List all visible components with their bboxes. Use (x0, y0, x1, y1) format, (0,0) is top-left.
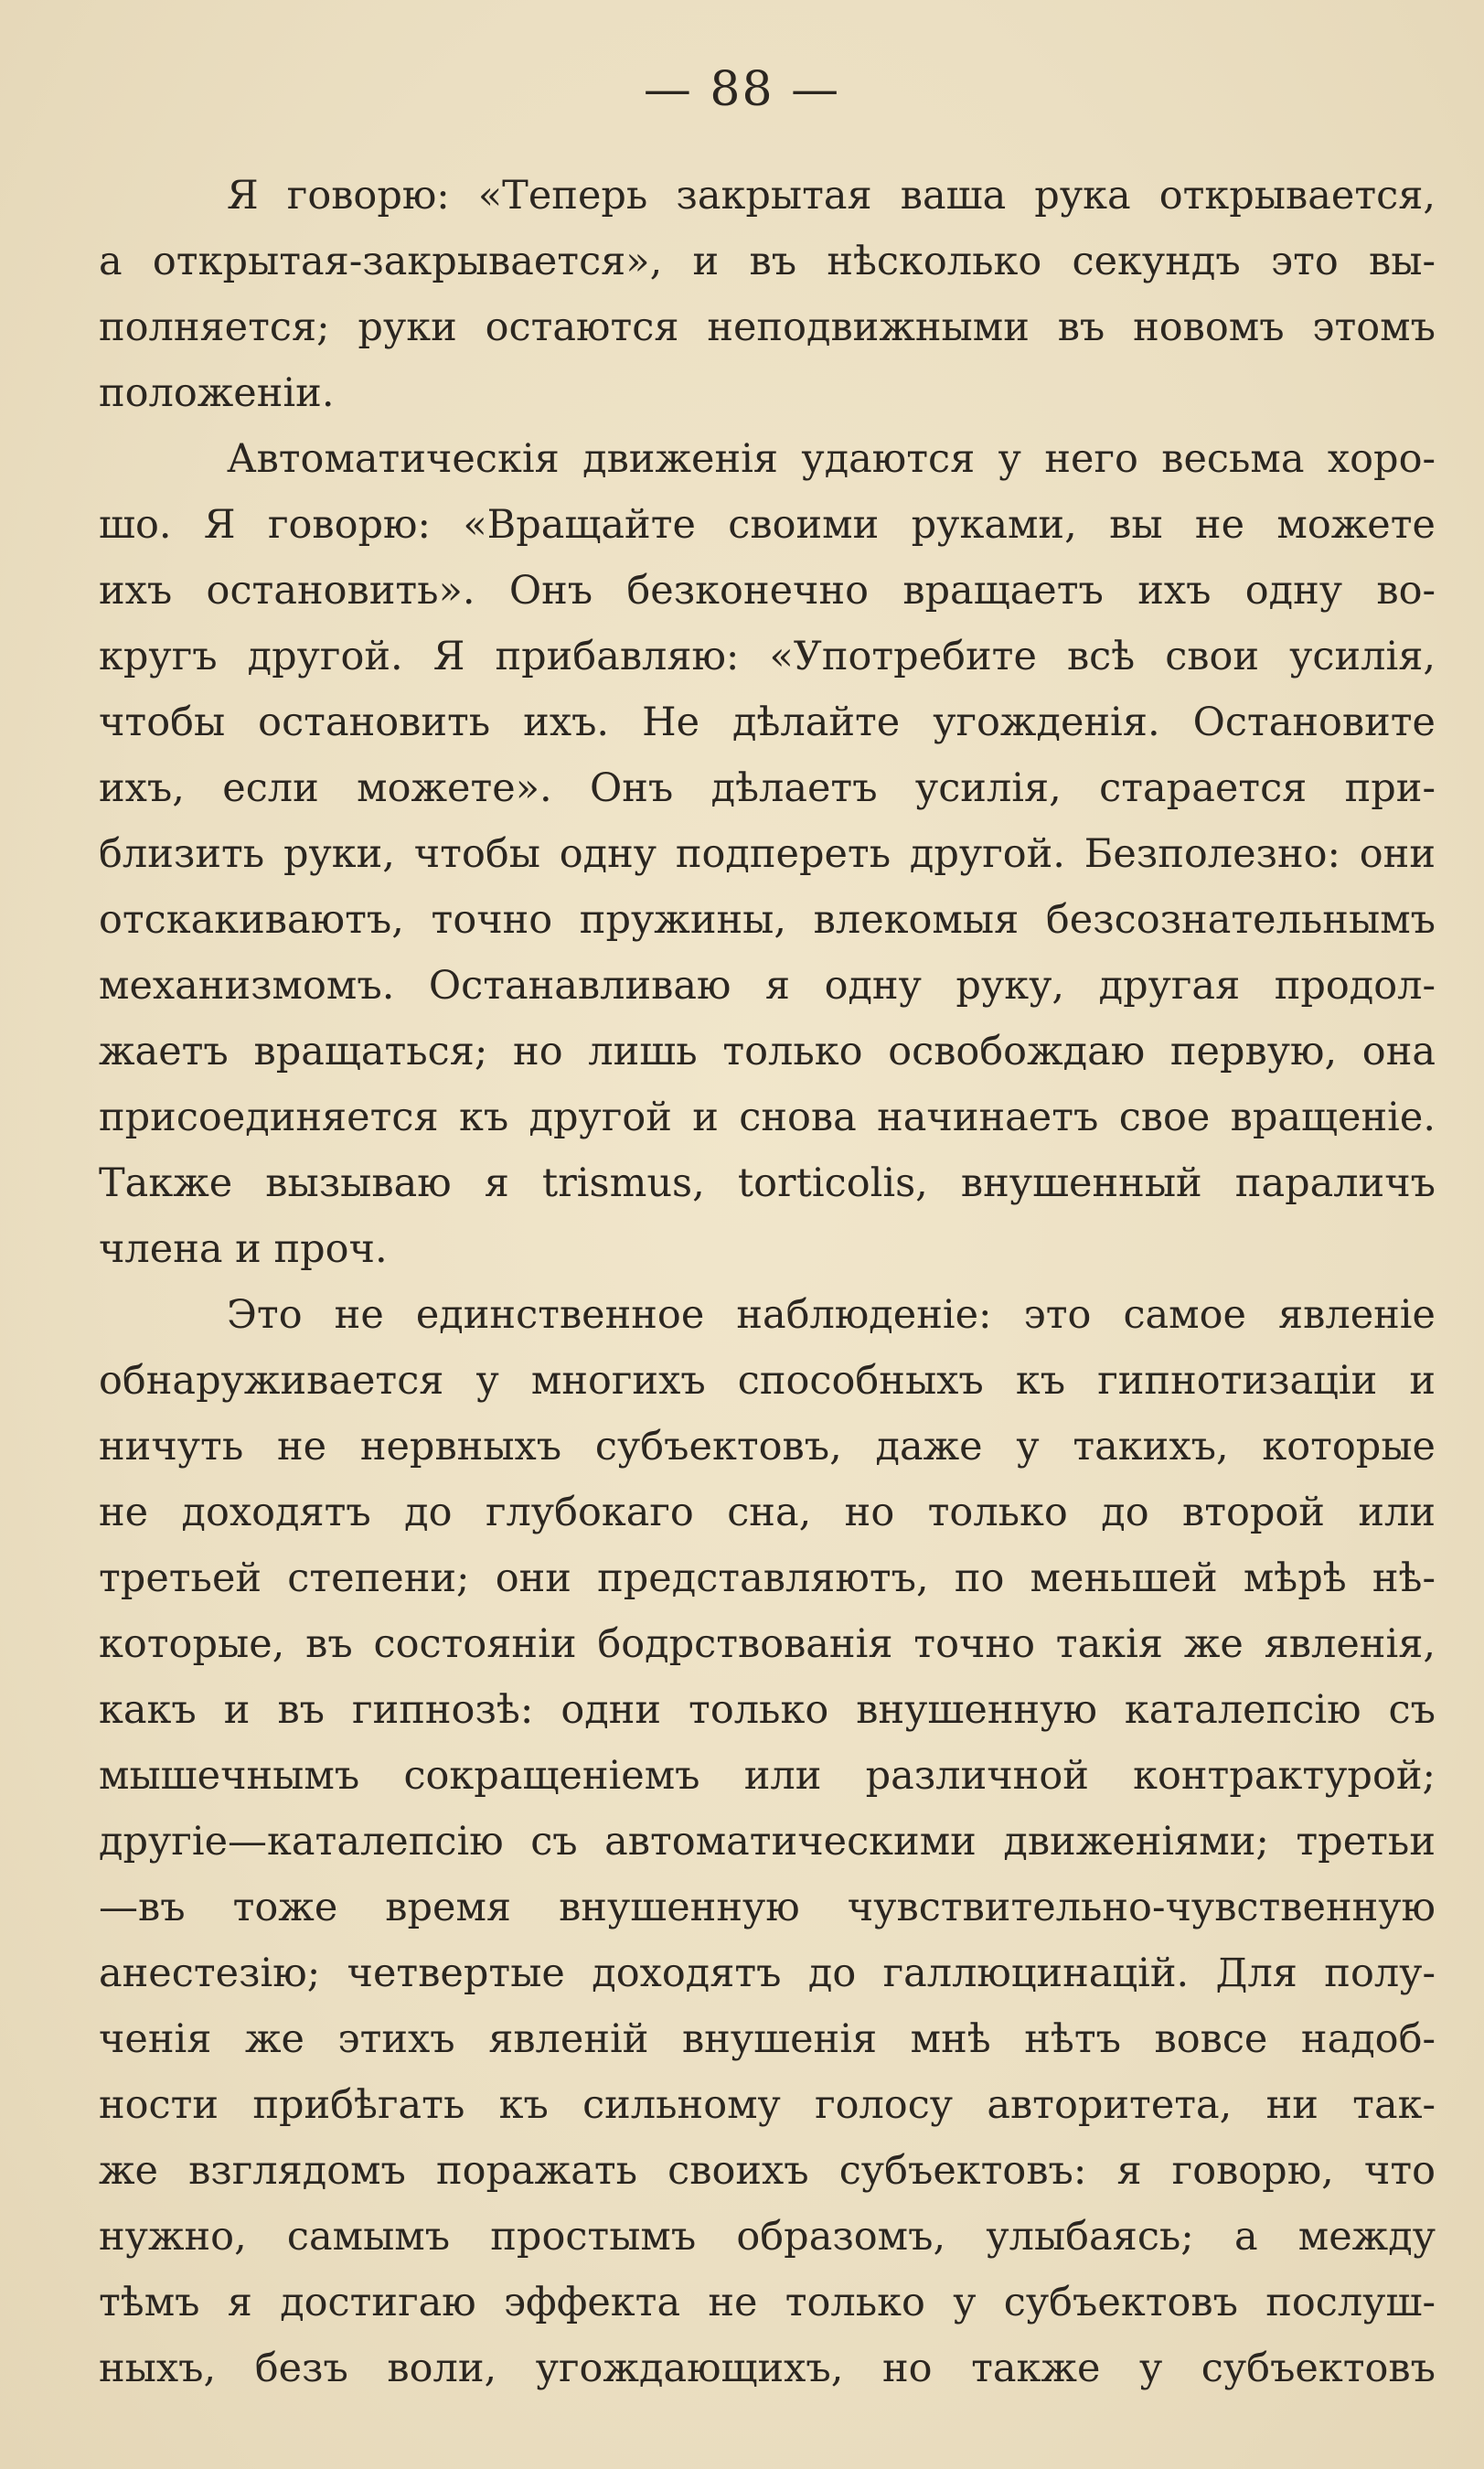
text-line: жаетъ вращаться; но лишь только освобождаю первую, она (99, 1029, 1436, 1074)
text-line: Я говорю: «Теперь закрытая ваша рука открывается, (227, 173, 1436, 219)
text-line: тѣмъ я достигаю эффекта не только у субъектовъ послуш- (99, 2280, 1436, 2325)
text-line: чтобы остановить ихъ. Не дѣлайте угожденія. Остановите (99, 700, 1436, 745)
text-line: ихъ остановить». Онъ безконечно вращаетъ ихъ одну во- (99, 568, 1436, 614)
body-text (99, 163, 1436, 2401)
text-line: полняется; руки остаются неподвижными въ новомъ этомъ (99, 305, 1436, 350)
text-line: механизмомъ. Останавливаю я одну руку, другая продол- (99, 963, 1436, 1009)
text-line: кругъ другой. Я прибавляю: «Употребите всѣ свои усилія, (99, 634, 1436, 679)
text-line: близить руки, чтобы одну подпереть другой. Безполезно: они (99, 831, 1436, 877)
text-line: а открытая-закрывается», и въ нѣсколько секундъ это вы- (99, 239, 1436, 284)
text-line: ничуть не нервныхъ субъектовъ, даже у такихъ, которые (99, 1424, 1436, 1470)
text-line: —въ тоже время внушенную чувствительно-чувственную (99, 1885, 1436, 1930)
text-line: члена и проч. (99, 1226, 388, 1272)
text-line: какъ и въ гипнозѣ: одни только внушенную каталепсію съ (99, 1687, 1436, 1733)
text-line: присоединяется къ другой и снова начинаетъ свое вращеніе. (99, 1095, 1436, 1140)
text-line: ченія же этихъ явленій внушенія мнѣ нѣтъ вовсе надоб- (99, 2016, 1436, 2062)
text-line: Автоматическія движенія удаются у него весьма хоро- (227, 436, 1436, 482)
text-line: Это не единственное наблюденіе: это самое явленіе (227, 1292, 1436, 1338)
text-line: же взглядомъ поражать своихъ субъектовъ: я говорю, что (99, 2148, 1436, 2194)
text-line: отскакиваютъ, точно пружины, влекомыя безсознательнымъ (99, 897, 1436, 943)
text-line: не доходятъ до глубокаго сна, но только до второй или (99, 1490, 1436, 1535)
text-line: нужно, самымъ простымъ образомъ, улыбаясь; а между (99, 2214, 1436, 2260)
text-line: ныхъ, безъ воли, угождающихъ, но также у субъектовъ (99, 2346, 1436, 2391)
text-line: Также вызываю я trismus, torticolis, внушенный параличъ (99, 1160, 1436, 1206)
text-line: положеніи. (99, 370, 335, 416)
text-line: ихъ, если можете». Онъ дѣлаетъ усилія, старается при- (99, 765, 1436, 811)
text-line: обнаруживается у многихъ способныхъ къ гипнотизаціи и (99, 1358, 1436, 1404)
text-line: другіе—каталепсію съ автоматическими движеніями; третьи (99, 1819, 1436, 1865)
text-line: которые, въ состояніи бодрствованія точно такія же явленія, (99, 1621, 1436, 1667)
text-line: анестезію; четвертые доходятъ до галлюцинацій. Для полу- (99, 1951, 1436, 1996)
text-line: третьей степени; они представляютъ, по меньшей мѣрѣ нѣ- (99, 1555, 1436, 1601)
text-line: ности прибѣгать къ сильному голосу авторитета, ни так- (99, 2082, 1436, 2128)
text-line: мышечнымъ сокращеніемъ или различной контрактурой; (99, 1753, 1436, 1799)
page-number: — 88 — (643, 62, 841, 117)
text-line: шо. Я говорю: «Вращайте своими руками, вы не можете (99, 502, 1436, 548)
